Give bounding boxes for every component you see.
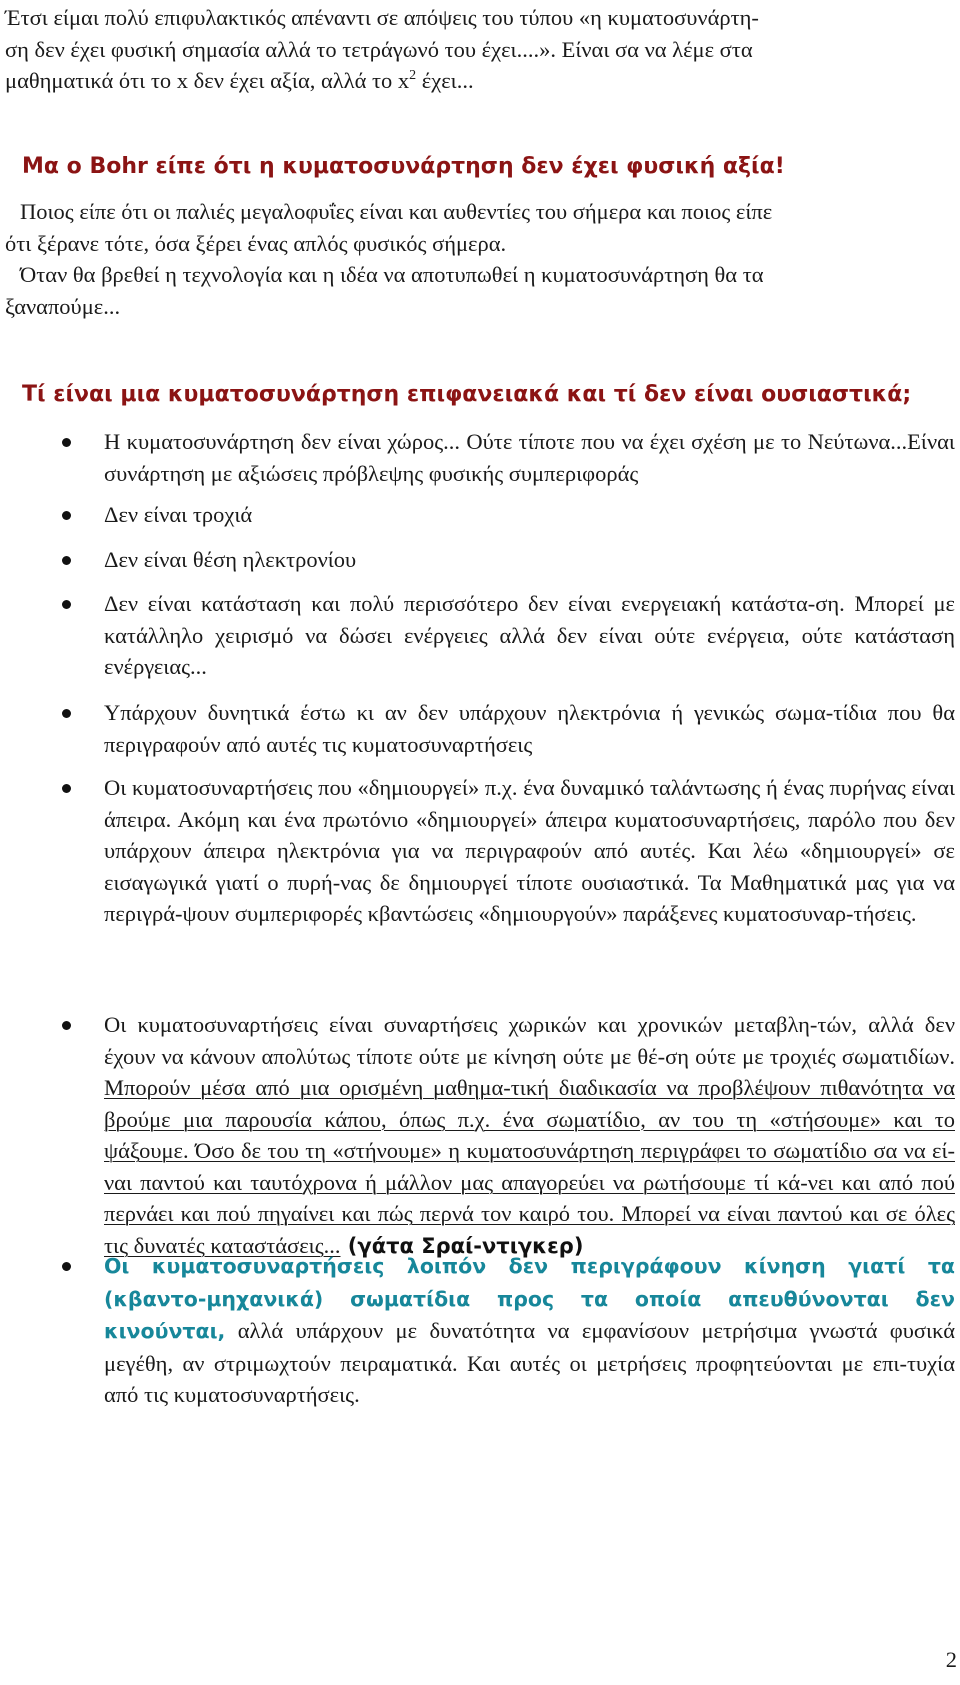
intro-paragraph: [5, 2, 955, 97]
paragraph-line: ότι ξέρανε τότε, όσα ξέρει ένας απλός φυσικός σήμερα.: [5, 230, 507, 256]
intro-text: έχει...: [416, 68, 474, 93]
section-heading: Τί είναι μια κυματοσυνάρτηση επιφανειακά και τί δεν είναι ουσιαστικά;: [22, 382, 912, 407]
bullet-icon: [62, 438, 71, 447]
intro-line: Έτσι είμαι πολύ επιφυλακτικός απέναντι σε απόψεις του τύπου «η κυματοσυνάρτη-: [5, 5, 759, 30]
list-item-text: Δεν είναι κατάσταση και πολύ περισσότερο δεν είναι ενεργειακή κατάστα-ση. Μπορεί με κατάλληλο χειρισμό να δώσει ενέργειες αλλά δεν είναι ούτε ενέργεια, ούτε κατάσταση ενέργειας...: [104, 591, 955, 679]
list-item-text: [104, 1009, 955, 1262]
intro-line: [5, 65, 955, 97]
superscript: 2: [409, 68, 417, 83]
list-item-text: Δεν είναι τροχιά: [104, 502, 253, 527]
paragraph-line: Όταν θα βρεθεί η τεχνολογία και η ιδέα να αποτυπωθεί η κυματοσυνάρτηση θα τα: [20, 262, 764, 287]
intro-line: ση δεν έχει φυσική σημασία αλλά το τετράγωνό του έχει....». Είναι σα να λέμε στα: [5, 36, 753, 62]
underlined-text: Μπορούν μέσα από μια ορισμένη μαθημα-τική διαδικασία να προβλέψουν πιθανότητα να βρούμε μια παρουσία κάπου, όπως π.χ. ένα σωματίδιο, αν του τη «στήσουμε» και το ψάξουμε. Όσο δε του τη «στήνουμε» η κυματοσυνάρτηση περιγράφει το σωματίδιο σα να εί-ναι παντού και ταυτόχρονα ή μάλλον μας απαγορεύει να ρωτήσουμε τί κά-νει και από πού περνάει και πού πηγαίνει και πώς περνά τον καιρό του. Μπορεί να είναι παντού και σε όλες τις δυνατές καταστάσεις...: [104, 1075, 955, 1258]
bullet-icon: [62, 709, 71, 718]
paragraph-line: ξαναπούμε...: [5, 293, 121, 319]
list-item-text: Υπάρχουν δυνητικά έστω κι αν δεν υπάρχουν ηλεκτρόνια ή γενικώς σωμα-τίδια που θα περιγραφούν από αυτές τις κυματοσυναρτήσεις: [104, 700, 955, 757]
bold-note: (γάτα Σραί-ντιγκερ): [340, 1233, 584, 1258]
list-item-text: Η κυματοσυνάρτηση δεν είναι χώρος... Ούτε τίποτε που να έχει σχέση με το Νεύτωνα...Είναι συνάρτηση με αξιώσεις πρόβλεψης φυσικής συμπεριφοράς: [104, 429, 955, 486]
list-item-text-plain: αλλά υπάρχουν με δυνατότητα να εμφανίσουν μετρήσιμα γνωστά φυσικά μεγέθη, αν στριμωχτούν πειραματικά. Και αυτές οι μετρήσεις προφητεύονται με επι-τυχία από τις κυματοσυναρτήσεις.: [104, 1318, 955, 1407]
list-item-text: [104, 1250, 955, 1411]
list-item-text-plain: Οι κυματοσυναρτήσεις είναι συναρτήσεις χωρικών και χρονικών μεταβλη-τών, αλλά δεν έχουν να κάνουν απολύτως τίποτε ούτε με κίνηση ούτε με θέ-ση ούτε με τροχιές σωματιδίων.: [104, 1012, 955, 1069]
bullet-icon: [62, 556, 71, 565]
list-item-text: Οι κυματοσυναρτήσεις που «δημιουργεί» π.χ. ένα δυναμικό ταλάντωσης ή ένας πυρήνας είναι άπειρα. Ακόμη και ένα πρωτόνιο «δημιουργεί» άπειρα κυματοσυναρτήσεις, παρόλο που δεν υπάρχουν άπειρα ηλεκτρόνια για να περιγραφούν από αυτές. Και λέω «δημιουργεί» σε εισαγωγικά γιατί ο πυρή-νας δε δημιουργεί τίποτε ουσιαστικά. Τα Μαθηματικά μας για να περιγρά-ψουν συμπεριφορές κβαντώσεις «δημιουργούν» παράξενες κυματοσυναρ-τήσεις.: [104, 775, 955, 926]
bullet-icon: [62, 1262, 71, 1271]
highlighted-text: Οι κυματοσυναρτήσεις λοιπόν δεν περιγράφουν κίνηση γιατί τα (κβαντο-μηχανικά) σωματίδια προς τα οποία απευθύνονται δεν κινούνται,: [104, 1254, 955, 1343]
list-item-text: Δεν είναι θέση ηλεκτρονίου: [104, 547, 357, 572]
bullet-icon: [62, 600, 71, 609]
intro-text: μαθηματικά ότι το x δεν έχει αξία, αλλά το x: [5, 68, 410, 93]
paragraph-line: Ποιος είπε ότι οι παλιές μεγαλοφυΐες είναι και αυθεντίες του σήμερα και ποιος είπε: [20, 199, 773, 224]
bullet-icon: [62, 784, 71, 793]
bullet-icon: [62, 511, 71, 520]
section-heading: Μα ο Bohr είπε ότι η κυματοσυνάρτηση δεν έχει φυσική αξία!: [22, 154, 785, 179]
body-paragraph: [5, 196, 955, 322]
page-number: 2: [945, 1647, 957, 1672]
bullet-icon: [62, 1021, 71, 1030]
